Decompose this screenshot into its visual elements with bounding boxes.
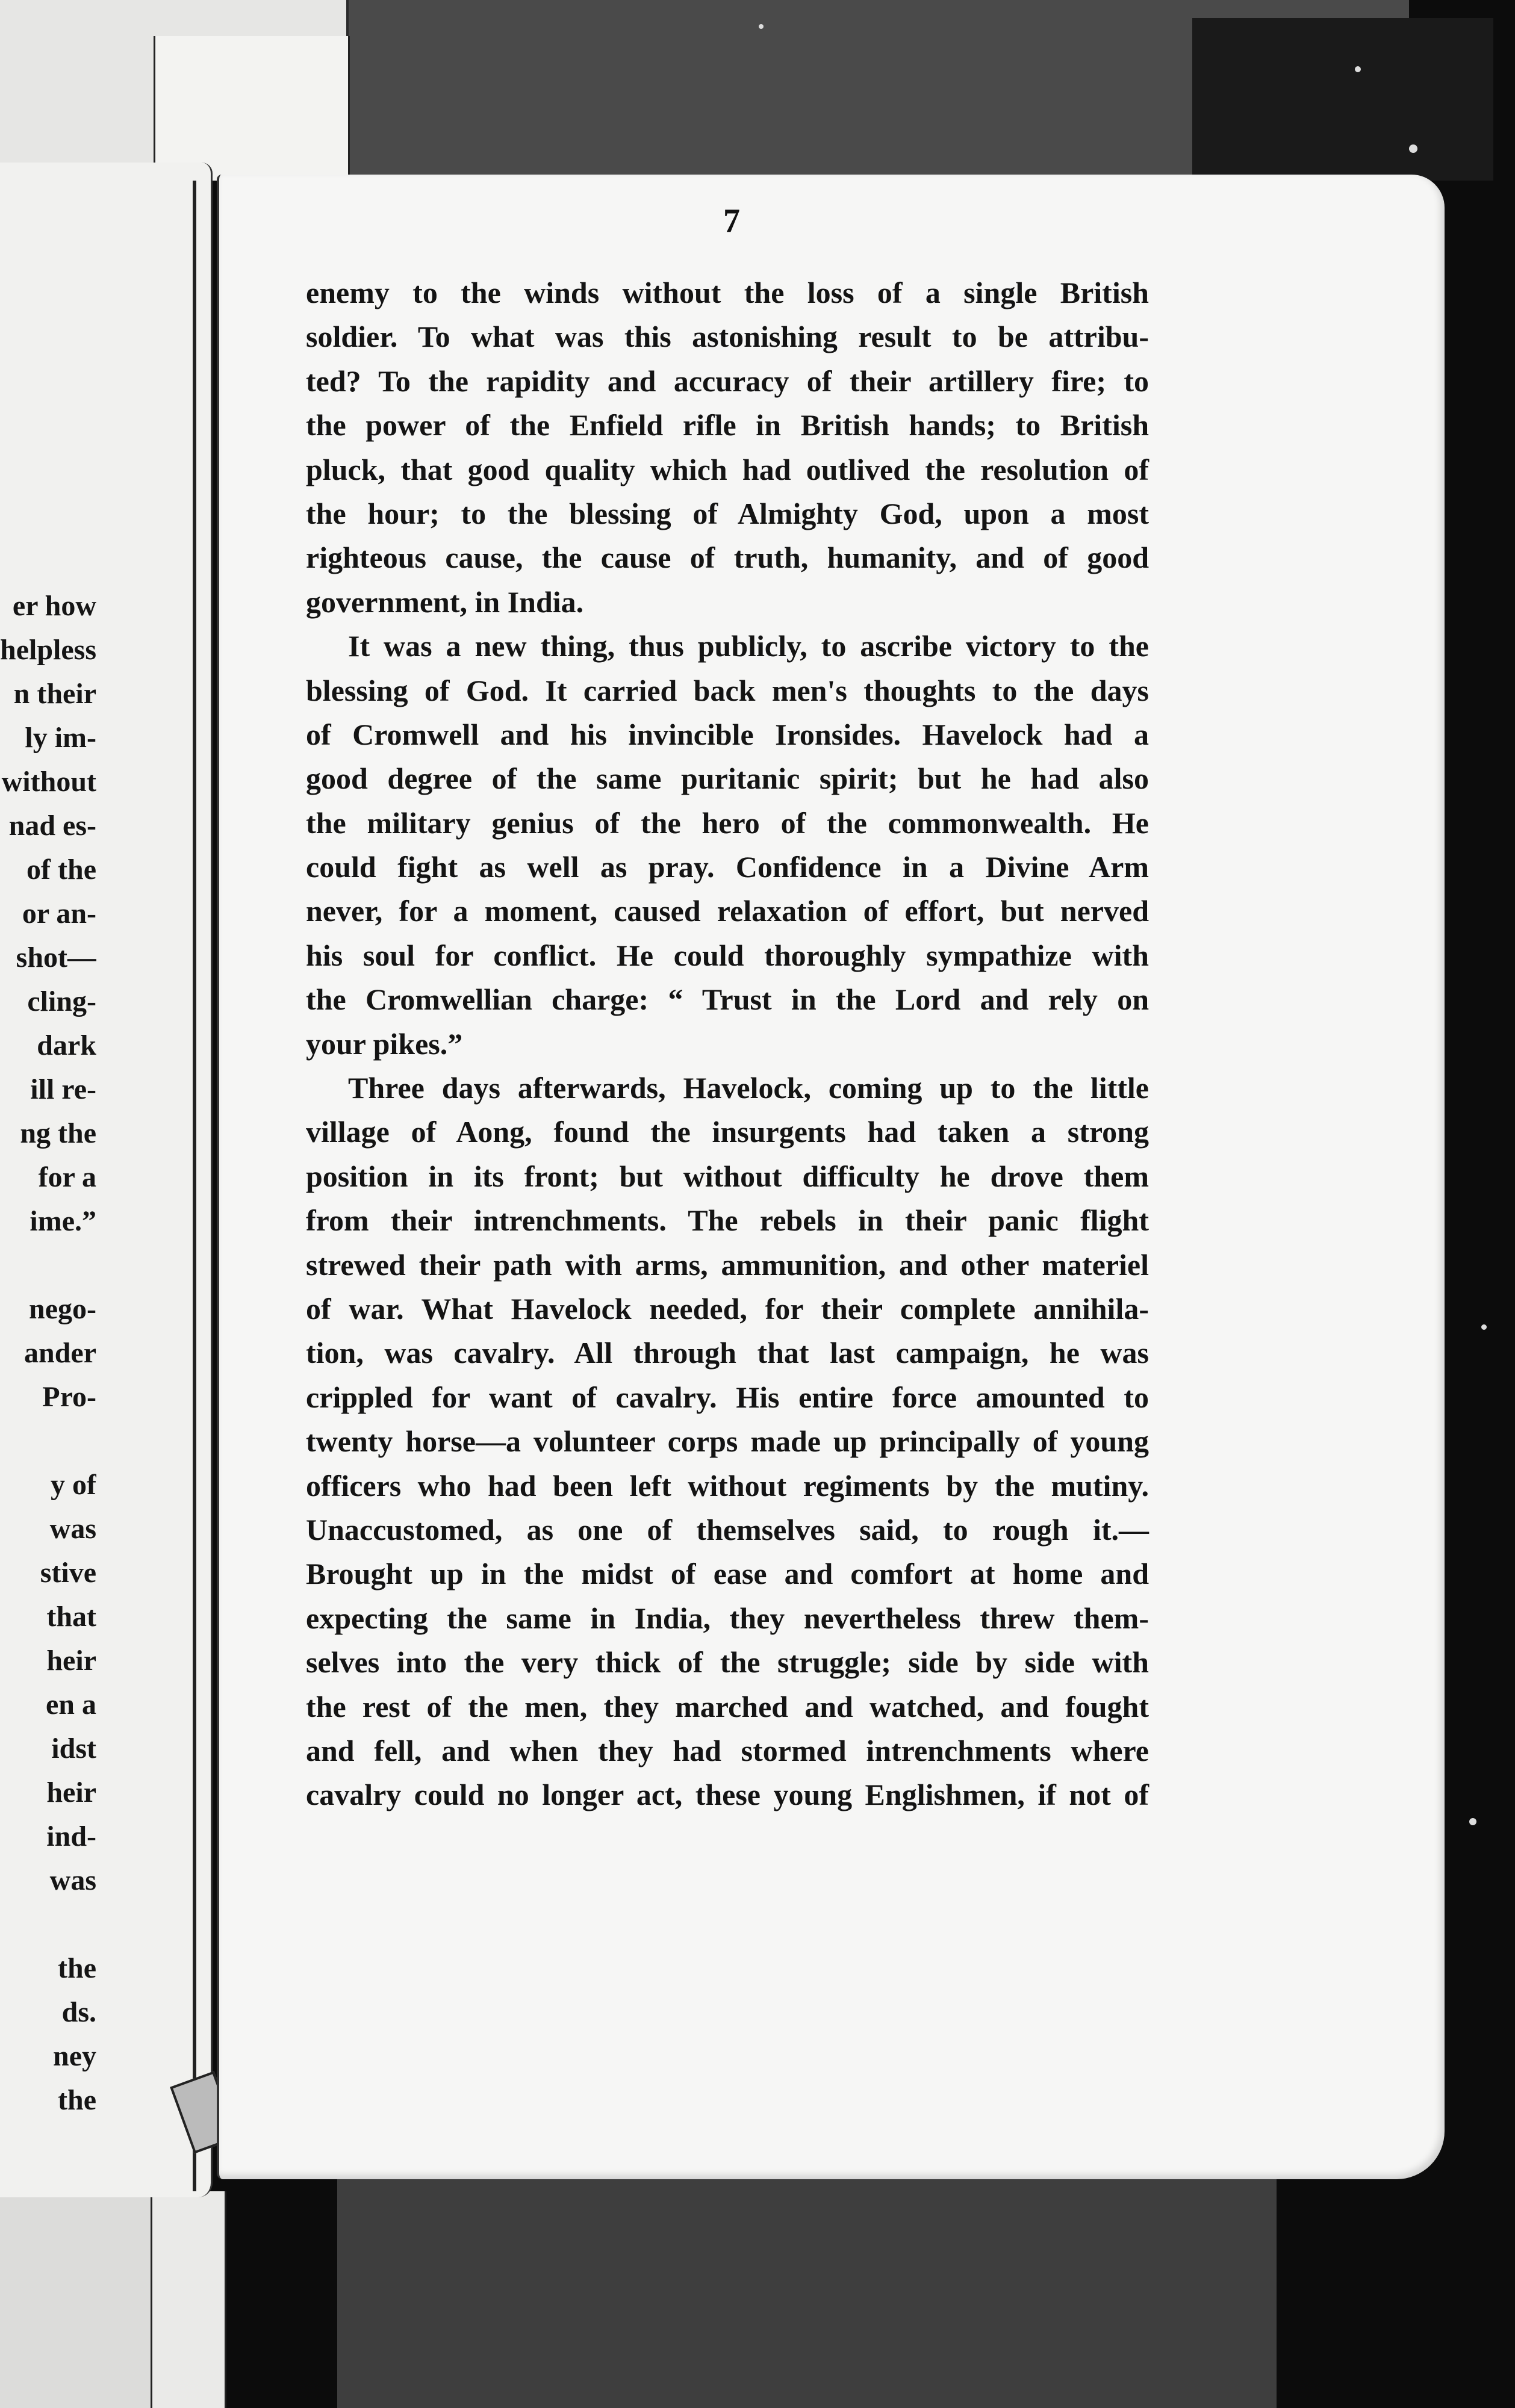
left-page-fragment: dark bbox=[37, 1029, 96, 1061]
left-page-fragment: nego- bbox=[29, 1293, 96, 1325]
left-page-fragment bbox=[0, 1243, 96, 1287]
scan-speck bbox=[1355, 66, 1361, 72]
left-page-fragment: ime.” bbox=[30, 1205, 96, 1237]
scan-speck bbox=[1481, 1324, 1487, 1330]
left-page-fragment: cling- bbox=[27, 985, 96, 1017]
text-line: righteous cause, the cause of truth, humanity, and of good bbox=[306, 541, 1149, 575]
text-line: enemy to the winds without the loss of a single British bbox=[306, 276, 1149, 309]
text-line: the military genius of the hero of the commonwealth. He bbox=[306, 805, 1149, 840]
text-line: expecting the same in India, they nevertheless threw them- bbox=[306, 1601, 1149, 1635]
left-page-fragment bbox=[0, 1419, 96, 1463]
paragraph-1 bbox=[306, 271, 1149, 624]
left-page-fragment: without bbox=[1, 766, 96, 798]
text-line: It was a new thing, thus publicly, to ascribe victory to the bbox=[348, 629, 1149, 663]
left-page-fragment: n their bbox=[13, 678, 96, 710]
left-page-text-fragments bbox=[0, 584, 96, 2122]
binding-gutter-bottom bbox=[151, 2191, 226, 2408]
text-line: of Cromwell and his invincible Ironsides. Havelock had a bbox=[306, 717, 1149, 751]
text-line: of war. What Havelock needed, for their complete annihila- bbox=[306, 1291, 1149, 1326]
left-page-fragment: ng the bbox=[20, 1117, 96, 1149]
text-line: twenty horse—a volunteer corps made up principally of young bbox=[306, 1424, 1149, 1459]
scan-speck bbox=[1469, 1818, 1476, 1825]
text-line: cavalry could no longer act, these young Englishmen, if not of bbox=[306, 1778, 1149, 1812]
left-page-fragment: helpless bbox=[0, 634, 96, 666]
text-line: the power of the Enfield rifle in British hands; to British bbox=[306, 408, 1149, 442]
text-line: good degree of the same puritanic spirit; but he had also bbox=[306, 762, 1149, 796]
text-line: Three days afterwards, Havelock, coming up to the little bbox=[348, 1071, 1149, 1105]
left-facing-page bbox=[0, 163, 213, 2197]
text-line: ted? To the rapidity and accuracy of their artillery fire; to bbox=[306, 364, 1149, 398]
paragraph-2 bbox=[306, 624, 1149, 1066]
left-page-fragment: was bbox=[49, 1864, 96, 1896]
text-line: and fell, and when they had stormed intrenchments where bbox=[306, 1733, 1149, 1767]
text-line: the hour; to the blessing of Almighty God, upon a most bbox=[306, 496, 1149, 530]
page-number: 7 bbox=[723, 202, 740, 240]
text-line: government, in India. bbox=[306, 585, 584, 619]
left-page-fragment: shot— bbox=[16, 942, 96, 973]
left-page-fragment: or an- bbox=[22, 898, 96, 929]
text-line: selves into the very thick of the struggle; side by side with bbox=[306, 1645, 1149, 1680]
text-line: Unaccustomed, as one of themselves said, to rough it.— bbox=[306, 1512, 1149, 1547]
text-line: pluck, that good quality which had outlived the resolution of bbox=[306, 452, 1149, 486]
left-page-fragment: ney bbox=[53, 2040, 96, 2072]
left-page-fragment: the bbox=[58, 2084, 96, 2116]
left-page-fragment: stive bbox=[40, 1557, 96, 1589]
binding-gutter-top bbox=[154, 36, 350, 181]
text-line: crippled for want of cavalry. His entire force amounted to bbox=[306, 1380, 1149, 1414]
left-page-fragment: was bbox=[49, 1513, 96, 1545]
left-page-fragment: ds. bbox=[61, 1996, 96, 2028]
left-page-fragment: ly im- bbox=[25, 722, 96, 754]
text-line: officers who had been left without regiments by the mutiny. bbox=[306, 1468, 1149, 1503]
text-line: strewed their path with arms, ammunition, and other materiel bbox=[306, 1247, 1149, 1282]
text-line: position in its front; but without difficulty he drove them bbox=[306, 1159, 1149, 1193]
text-line: blessing of God. It carried back men's thoughts to the days bbox=[306, 673, 1149, 707]
left-page-fragment: for a bbox=[38, 1161, 96, 1193]
text-line: tion, was cavalry. All through that last campaign, he was bbox=[306, 1336, 1149, 1370]
scan-speck bbox=[759, 24, 764, 29]
text-line: could fight as well as pray. Confidence in a Divine Arm bbox=[306, 850, 1149, 884]
left-page-fragment: ander bbox=[24, 1337, 96, 1369]
left-page-fragment: nad es- bbox=[8, 810, 96, 842]
left-page-fragment: the bbox=[58, 1952, 96, 1984]
text-line: your pikes.” bbox=[306, 1026, 463, 1061]
text-line: his soul for conflict. He could thoroughly sympathize with bbox=[306, 938, 1149, 972]
paragraph-3 bbox=[306, 1066, 1149, 1817]
binding-line bbox=[193, 181, 196, 2191]
text-line: from their intrenchments. The rebels in their panic flight bbox=[306, 1203, 1149, 1238]
left-page-fragment: of the bbox=[26, 854, 96, 886]
body-text bbox=[306, 271, 1149, 1817]
text-line: the rest of the men, they marched and watched, and fought bbox=[306, 1689, 1149, 1724]
left-page-fragment: heir bbox=[46, 1645, 96, 1677]
left-page-fragment: y of bbox=[51, 1469, 96, 1501]
left-page-fragment bbox=[0, 1902, 96, 1946]
text-line: Brought up in the midst of ease and comfort at home and bbox=[306, 1557, 1149, 1591]
text-line: never, for a moment, caused relaxation of effort, but nerved bbox=[306, 894, 1149, 928]
left-page-fragment: ill re- bbox=[30, 1073, 96, 1105]
text-line: village of Aong, found the insurgents had taken a strong bbox=[306, 1115, 1149, 1149]
left-page-fragment: heir bbox=[46, 1777, 96, 1808]
text-line: soldier. To what was this astonishing result to be attribu- bbox=[306, 320, 1149, 354]
scan-background-corner bbox=[1192, 18, 1493, 181]
left-page-fragment: that bbox=[46, 1601, 96, 1633]
scan-background-bottom bbox=[337, 2179, 1277, 2408]
left-page-fragment: ind- bbox=[46, 1820, 96, 1852]
left-page-fragment: en a bbox=[46, 1689, 96, 1721]
left-page-fragment: idst bbox=[51, 1733, 96, 1764]
scan-speck bbox=[1409, 144, 1417, 153]
left-page-fragment: Pro- bbox=[42, 1381, 96, 1413]
left-page-fragment: er how bbox=[12, 590, 96, 622]
text-line: the Cromwellian charge: “ Trust in the Lord and rely on bbox=[306, 982, 1149, 1017]
